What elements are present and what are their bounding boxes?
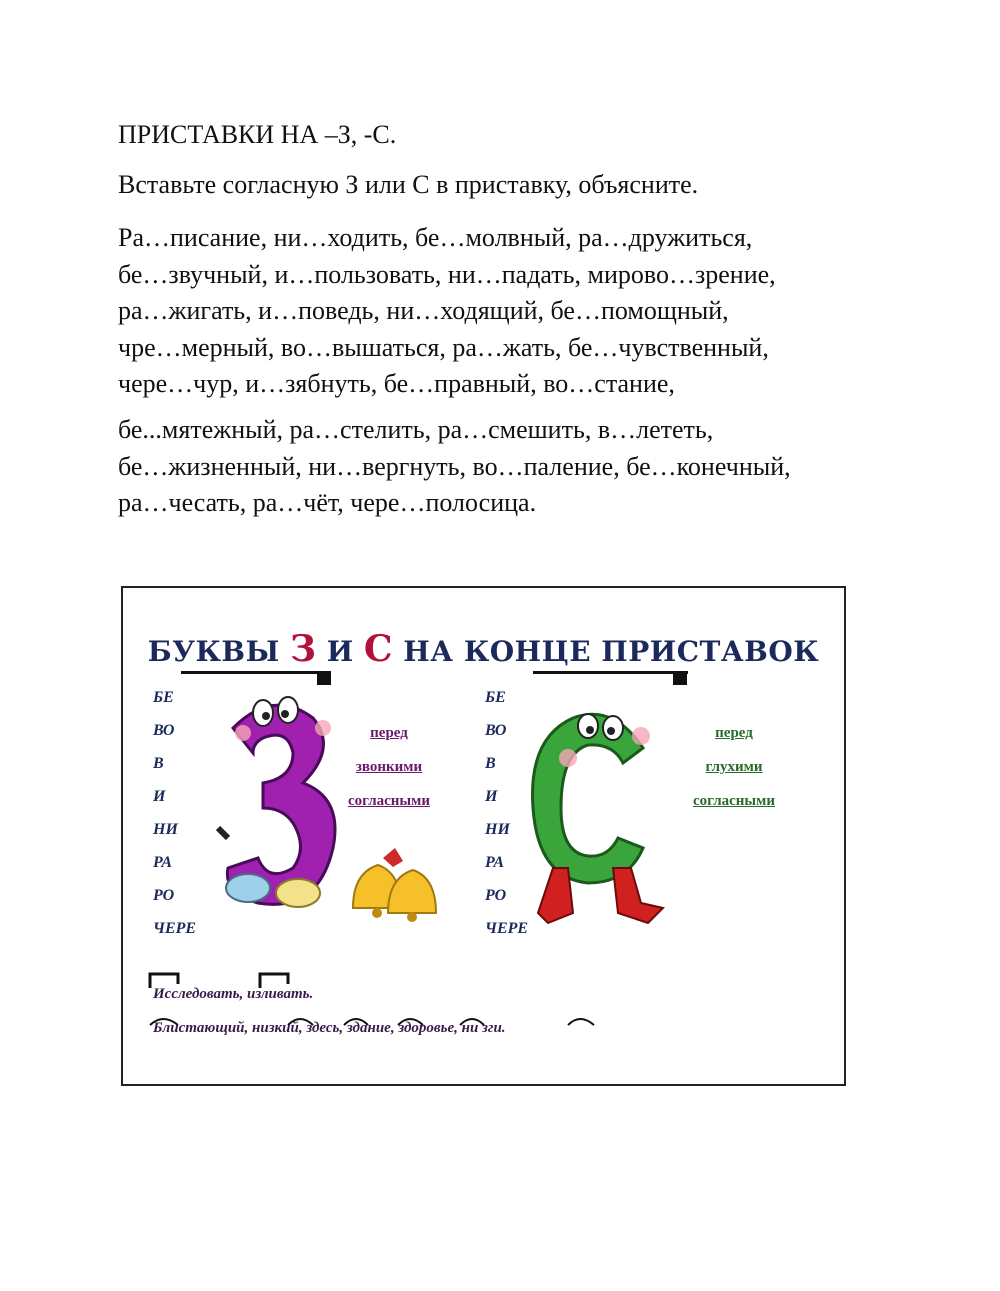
exercise-paragraph-2 [118, 412, 938, 522]
prefix-item: БЕ [153, 689, 174, 706]
prefix-item: В [153, 755, 164, 772]
exercise-line: чере…чур, и…зябнуть, бе…правный, во…стание, [118, 369, 675, 398]
exercise-line: бе…жизненный, ни…вергнуть, во…паление, бе…конечный, [118, 451, 791, 481]
rule-z-line: перед [370, 725, 408, 741]
prefix-bar-right [533, 671, 688, 674]
rule-s-line: перед [715, 725, 753, 741]
prefix-item: НИ [485, 821, 510, 838]
prefix-item: БЕ [485, 689, 506, 706]
prefix-item: ЧЕРЕ [485, 920, 529, 937]
exercise-line: бе…звучный, и…пользовать, ни…падать, мирово…зрение, [118, 259, 776, 289]
instruction-text: Вставьте согласную З или С в приставку, объясните. [118, 170, 699, 199]
page-heading: ПРИСТАВКИ НА –З, -С. [118, 120, 397, 149]
prefix-item: И [485, 788, 498, 805]
prefix-item: РО [153, 887, 175, 904]
prefix-item: ВО [485, 722, 507, 739]
title-part: НА КОНЦЕ ПРИСТАВОК [393, 635, 820, 668]
prefix-item: ЧЕРЕ [153, 920, 197, 937]
rule-card [121, 586, 846, 1086]
exercise-paragraph-1 [118, 220, 938, 403]
rule-s-line: глухими [705, 759, 763, 775]
title-letter-z: З [289, 628, 317, 670]
prefix-item: НИ [153, 821, 178, 838]
rule-s-line: согласными [693, 793, 775, 809]
prefix-item: РА [153, 854, 173, 871]
exercise-line: бе...мятежный, ра…стелить, ра…смешить, в…лететь, [118, 415, 714, 444]
prefix-item: В [485, 755, 496, 772]
exercise-line: ра…чесать, ра…чёт, чере…полосица. [118, 488, 537, 517]
exercise-line: чре…мерный, во…вышаться, ра…жать, бе…чувственный, [118, 332, 769, 362]
bells-icon [343, 843, 443, 923]
letter-s-character-illustration [513, 698, 673, 938]
rule-s [669, 716, 799, 818]
prefix-list-z [153, 681, 196, 945]
title-part: БУКВЫ [147, 635, 290, 668]
prefix-item: РО [485, 887, 507, 904]
example-line-2: Блистающий, низкий, здесь, здание, здоровье, ни зги. [153, 1020, 506, 1036]
example-line-1: Исследовать, изливать. [153, 986, 314, 1002]
letter-z-character-illustration [213, 688, 343, 943]
exercise-line: Ра…писание, ни…ходить, бе…молвный, ра…дружиться, [118, 223, 753, 252]
prefix-item: РА [485, 854, 505, 871]
rule-card-title [123, 628, 844, 670]
prefix-bar-left [181, 671, 331, 674]
rule-z-line: согласными [348, 793, 430, 809]
prefix-item: И [153, 788, 166, 805]
prefix-bar-tick-left [317, 671, 331, 685]
rule-z [329, 716, 449, 818]
prefix-bar-tick-right [673, 671, 687, 685]
rule-z-line: звонкими [355, 759, 423, 775]
prefix-item: ВО [153, 722, 175, 739]
title-part: И [316, 635, 364, 668]
exercise-line: ра…жигать, и…поведь, ни…ходящий, бе…помощный, [118, 296, 729, 325]
title-letter-s: С [363, 628, 394, 670]
